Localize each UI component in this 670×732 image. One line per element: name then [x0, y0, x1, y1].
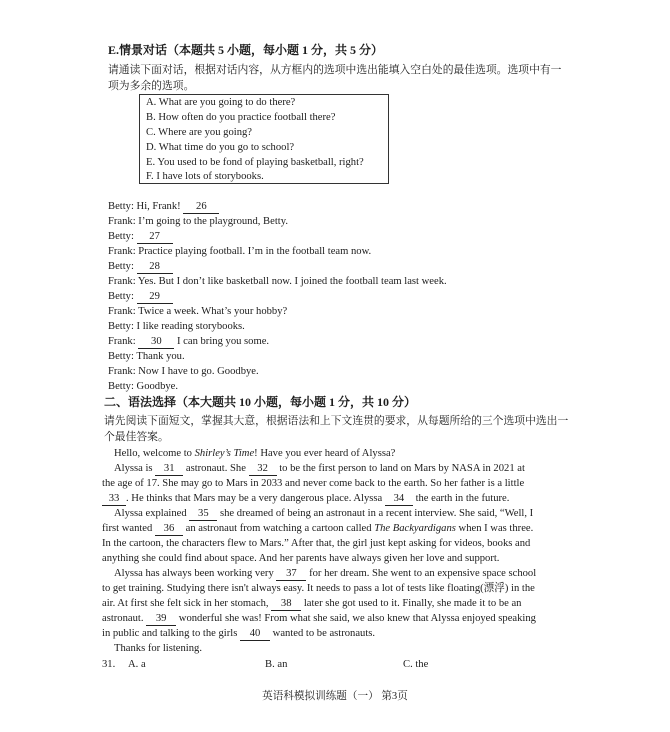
- dialogue-line-10: Frank: 30 I can bring you some.: [108, 336, 270, 347]
- passage-line-7: In the cartoon, the characters flew to Mars.” After that, the girl just kept asking for videos, books and: [102, 538, 531, 549]
- dialogue-line-4: Frank: Practice playing football. I’m in the football team now.: [108, 246, 372, 257]
- dialogue-line-5: Betty: 28: [108, 260, 173, 274]
- dialogue-line-12: Frank: Now I have to go. Goodbye.: [108, 366, 259, 377]
- question-31-option-b: B. an: [265, 659, 288, 670]
- section-2-instruction-1: 请先阅读下面短文，掌握其大意，根据语法和上下文连贯的要求，从每题所给的三个选项中选出一: [104, 415, 569, 427]
- dialogue-line-3: Betty: 27: [108, 230, 173, 244]
- blank-34: 34: [385, 492, 413, 506]
- page-footer: 英语科模拟训练题（一） 第3页: [262, 691, 408, 702]
- question-31-option-c: C. the: [403, 659, 429, 670]
- section-e-instruction-2: 项为多余的选项。: [108, 80, 195, 92]
- dialogue-line-9: Betty: I like reading storybooks.: [108, 321, 245, 332]
- blank-36: 36: [155, 522, 183, 536]
- blank-27: 27: [137, 230, 173, 244]
- option-a: A. What are you going to do there?: [146, 97, 296, 108]
- section-2-title: 二、语法选择（本大题共 10 小题，每小题 1 分，共 10 分）: [104, 395, 417, 409]
- passage-line-5: Alyssa explained 35 she dreamed of being an astronaut in a recent interview. She said, “Well, I: [114, 508, 534, 519]
- options-box: [139, 94, 389, 184]
- option-b: B. How often do you practice football there?: [146, 112, 336, 123]
- dialogue-line-6: Frank: Yes. But I don’t like basketball now. I joined the football team last week.: [108, 276, 447, 287]
- section-2-instruction-2: 个最佳答案。: [104, 431, 169, 443]
- blank-35: 35: [189, 507, 217, 521]
- passage-line-9: Alyssa has always been working very 37 for her dream. She went to an expensive space school: [114, 568, 537, 579]
- passage-line-13: in public and talking to the girls 40 wanted to be astronauts.: [102, 628, 376, 639]
- question-31-number: 31.: [102, 659, 116, 670]
- passage-line-11: air. At first she felt sick in her stomach, 38 later she got used to it. Finally, she made it to be an: [102, 598, 522, 609]
- blank-33: 33: [102, 492, 126, 506]
- blank-32: 32: [249, 462, 277, 476]
- passage-line-4: 33 . He thinks that Mars may be a very dangerous place. Alyssa 34 the earth in the future.: [102, 492, 509, 506]
- dialogue-line-2: Frank: I’m going to the playground, Betty.: [108, 216, 288, 227]
- option-f: F. I have lots of storybooks.: [146, 171, 264, 182]
- dialogue-line-13: Betty: Goodbye.: [108, 381, 179, 392]
- dialogue-line-8: Frank: Twice a week. What’s your hobby?: [108, 306, 288, 317]
- option-d: D. What time do you go to school?: [146, 142, 295, 153]
- dialogue-line-1: Betty: Hi, Frank! 26: [108, 200, 219, 214]
- section-e-instruction-1: 请通读下面对话，根据对话内容，从方框内的选项中选出能填入空白处的最佳选项。选项中有一: [108, 64, 562, 76]
- blank-30: 30: [138, 335, 174, 349]
- blank-40: 40: [240, 627, 270, 641]
- section-e-title: E.情景对话（本题共 5 小题，每小题 1 分，共 5 分）: [108, 43, 384, 57]
- blank-28: 28: [137, 260, 173, 274]
- passage-line-2: Alyssa is 31 astronaut. She 32 to be the first person to land on Mars by NASA in 2021 at: [114, 463, 525, 474]
- passage-line-10: to get training. Studying there isn't always easy. It needs to pass a lot of tests like floating(漂浮) in the: [102, 583, 535, 594]
- option-e: E. You used to be fond of playing basketball, right?: [146, 157, 364, 168]
- passage-line-3: the age of 17. She may go to Mars in 2033 and never come back to the earth. So her father is a little: [102, 478, 525, 489]
- passage-line-8: anything she could find about space. And her parents have always given her love and support.: [102, 553, 500, 564]
- blank-38: 38: [271, 597, 301, 611]
- blank-29: 29: [137, 290, 173, 304]
- blank-37: 37: [276, 567, 306, 581]
- dialogue-line-11: Betty: Thank you.: [108, 351, 185, 362]
- dialogue-line-7: Betty: 29: [108, 290, 173, 304]
- passage-line-14: Thanks for listening.: [114, 643, 202, 654]
- passage-line-12: astronaut. 39 wonderful she was! From what she said, we also knew that Alyssa enjoyed speaking: [102, 613, 536, 624]
- blank-31: 31: [155, 462, 183, 476]
- blank-26: 26: [183, 200, 219, 214]
- blank-39: 39: [146, 612, 176, 626]
- option-c: C. Where are you going?: [146, 127, 252, 138]
- passage-line-6: first wanted 36 an astronaut from watching a cartoon called The Backyardigans when I was three.: [102, 523, 534, 534]
- passage-line-1: Hello, welcome to Shirley’s Time! Have you ever heard of Alyssa?: [114, 448, 396, 459]
- question-31-option-a: A. a: [128, 659, 146, 670]
